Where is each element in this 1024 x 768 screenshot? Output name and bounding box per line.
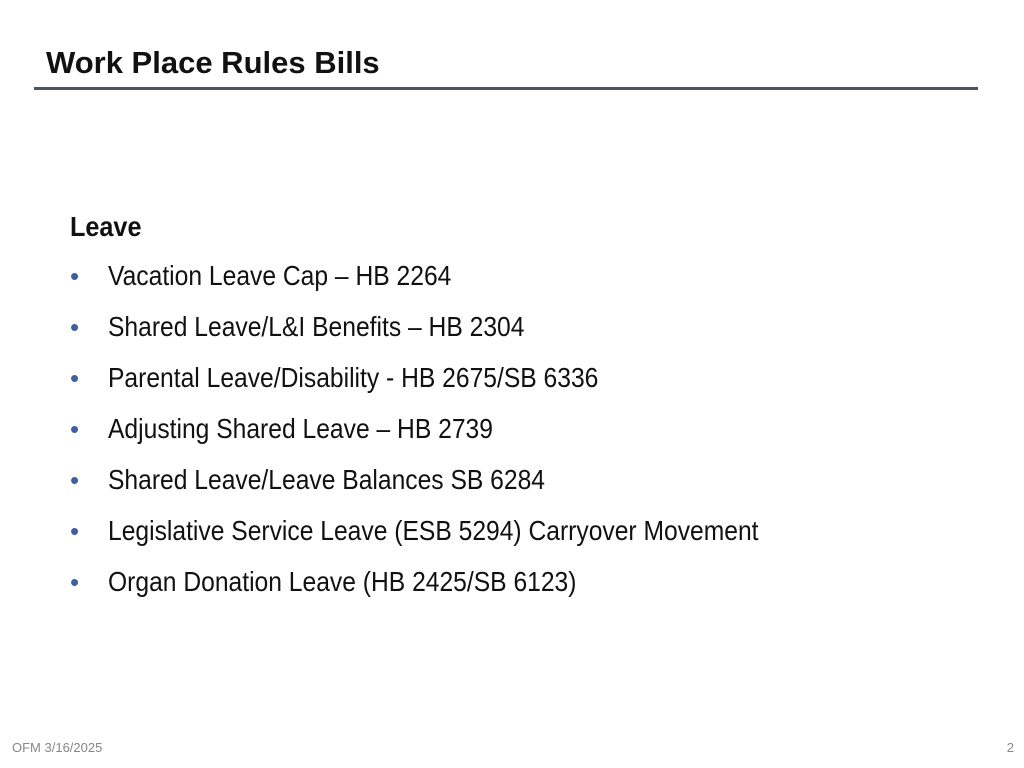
bullet-item <box>70 307 970 358</box>
bullet-list <box>70 256 970 613</box>
bullet-text: Vacation Leave Cap – HB 2264 <box>108 260 452 291</box>
bullet-item <box>70 562 970 613</box>
bullet-text: Parental Leave/Disability - HB 2675/SB 6336 <box>108 362 599 393</box>
bullet-icon: • <box>70 567 80 597</box>
bullet-icon: • <box>70 516 80 546</box>
bullet-item <box>70 358 970 409</box>
bullet-text: Adjusting Shared Leave – HB 2739 <box>108 413 493 444</box>
bullet-item <box>70 460 970 511</box>
bullet-text: Shared Leave/Leave Balances SB 6284 <box>108 464 546 495</box>
bullet-item <box>70 256 970 307</box>
section-heading: Leave <box>70 211 142 242</box>
footer-date: OFM 3/16/2025 <box>12 740 103 755</box>
title-divider <box>34 87 978 90</box>
bullet-item <box>70 511 970 562</box>
bullet-icon: • <box>70 414 80 444</box>
bullet-text: Shared Leave/L&I Benefits – HB 2304 <box>108 311 525 342</box>
bullet-icon: • <box>70 465 80 495</box>
bullet-icon: • <box>70 363 80 393</box>
page-number: 2 <box>1006 740 1014 755</box>
bullet-icon: • <box>70 312 80 342</box>
slide-content <box>70 208 970 613</box>
bullet-item <box>70 409 970 460</box>
bullet-text: Organ Donation Leave (HB 2425/SB 6123) <box>108 566 577 597</box>
slide-title: Work Place Rules Bills <box>46 45 380 80</box>
bullet-icon: • <box>70 261 80 291</box>
bullet-text: Legislative Service Leave (ESB 5294) Carryover Movement <box>108 515 759 546</box>
